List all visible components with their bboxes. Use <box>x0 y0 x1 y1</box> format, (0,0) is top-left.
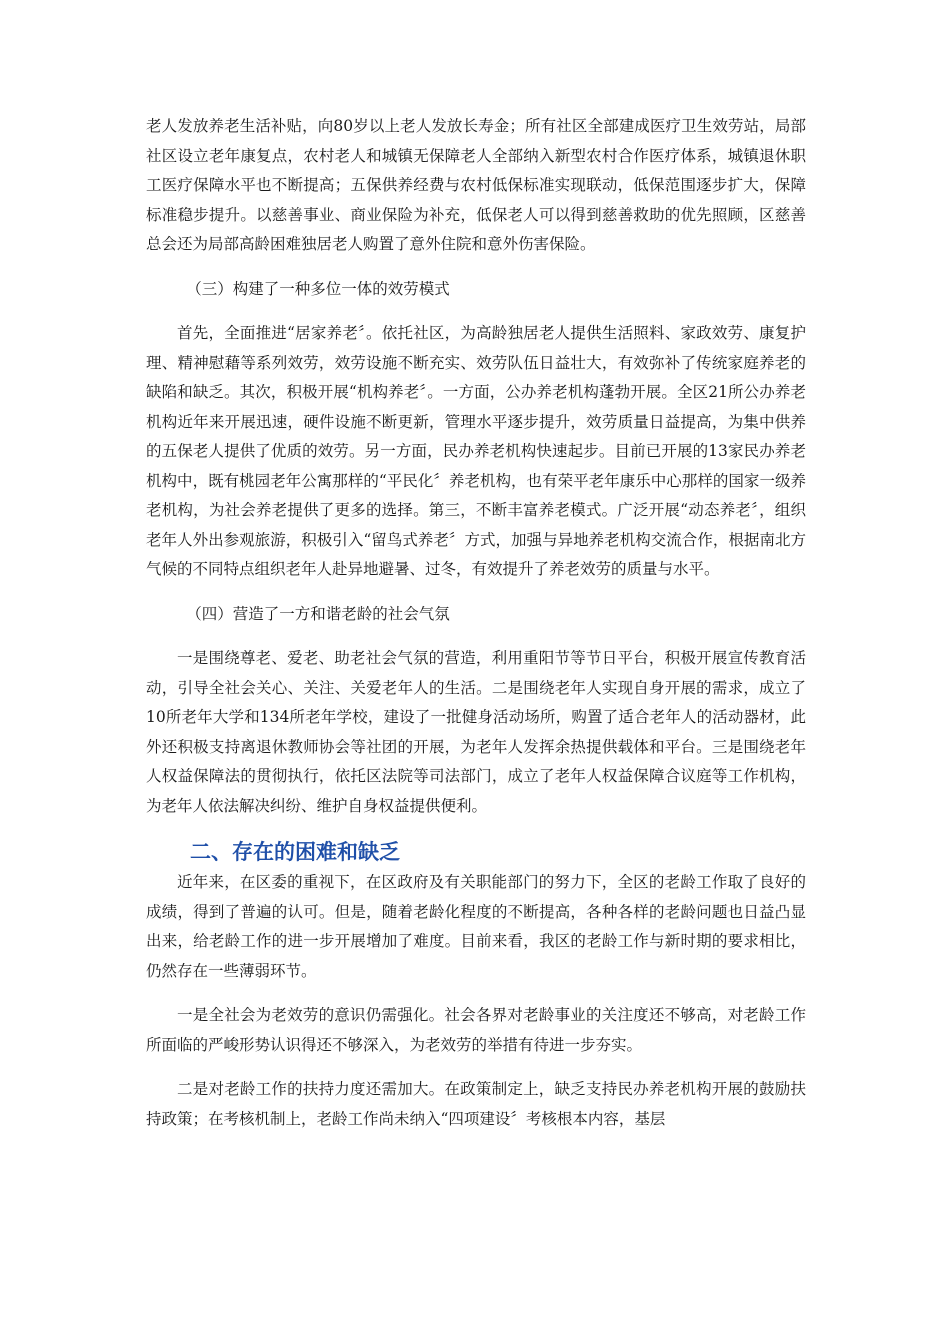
paragraph-respect-elderly: 一是围绕尊老、爱老、助老社会气氛的营造，利用重阳节等节日平台，积极开展宣传教育活动，引导全社会关心、关注、关爱老年人的生活。二是围绕老年人实现自身开展的需求，成立了10所老年大学和134所老年学校，建设了一批健身活动场所，购置了适合老年人的活动器材，此外还积极支持离退休教师协会等社团的开展，为老年人发挥余热提供载体和平台。三是围绕老年人权益保障法的贯彻执行，依托区法院等司法部门，成立了老年人权益保障合议庭等工作机构，为老年人依法解决纠纷、维护自身权益提供便利。 <box>146 649 806 815</box>
subheading-service-model: （三）构建了一种多位一体的效劳模式 <box>186 279 450 298</box>
paragraph-home-elderly-care: 首先，全面推进“居家养老〞。依托社区，为高龄独居老人提供生活照料、家政效劳、康复护理、精神慰藉等系列效劳，效劳设施不断充实、效劳队伍日益壮大，有效弥补了传统家庭养老的缺陷和缺乏。其次，积极开展“机构养老〞。一方面，公办养老机构蓬勃开展。全区21所公办养老机构近年来开展迅速，硬件设施不断更新，管理水平逐步提升，效劳质量日益提高，为集中供养的五保老人提供了优质的效劳。另一方面，民办养老机构快速起步。目前已开展的13家民办养老机构中，既有桃园老年公寓那样的“平民化〞养老机构，也有荣平老年康乐中心那样的国家一级养老机构，为社会养老提供了更多的选择。第三，不断丰富养老模式。广泛开展“动态养老〞，组织老年人外出参观旅游，积极引入“留鸟式养老〞方式，加强与异地养老机构交流合作，根据南北方气候的不同特点组织老年人赴异地避暑、过冬，有效提升了养老效劳的质量与水平。 <box>146 324 806 578</box>
paragraph-elderly-subsidy: 老人发放养老生活补贴，向80岁以上老人发放长寿金；所有社区全部建成医疗卫生效劳站，局部社区设立老年康复点，农村老人和城镇无保障老人全部纳入新型农村合作医疗体系，城镇退休职工医疗保障水平也不断提高；五保供养经费与农村低保标准实现联动，低保范围逐步扩大，保障标准稳步提升。以慈善事业、商业保险为补充，低保老人可以得到慈善救助的优先照顾，区慈善总会还为局部高龄困难独居老人购置了意外住院和意外伤害保险。 <box>146 117 806 253</box>
paragraph-recent-years: 近年来，在区委的重视下，在区政府及有关职能部门的努力下，全区的老龄工作取了良好的成绩，得到了普遍的认可。但是，随着老龄化程度的不断提高，各种各样的老龄问题也日益凸显出来，给老龄工作的进一步开展增加了难度。目前来看，我区的老龄工作与新时期的要求相比，仍然存在一些薄弱环节。 <box>146 873 806 980</box>
subheading-social-atmosphere: （四）营造了一方和谐老龄的社会气氛 <box>186 604 450 623</box>
paragraph-support-policy: 二是对老龄工作的扶持力度还需加大。在政策制定上，缺乏支持民办养老机构开展的鼓励扶持政策；在考核机制上，老龄工作尚未纳入“四项建设〞考核根本内容，基层 <box>146 1080 806 1128</box>
paragraph-awareness: 一是全社会为老效劳的意识仍需强化。社会各界对老龄事业的关注度还不够高，对老龄工作所面临的严峻形势认识得还不够深入，为老效劳的举措有待进一步夯实。 <box>146 1006 806 1054</box>
section-heading-difficulties: 二、存在的困难和缺乏 <box>190 840 400 864</box>
document-page <box>146 112 806 1134</box>
